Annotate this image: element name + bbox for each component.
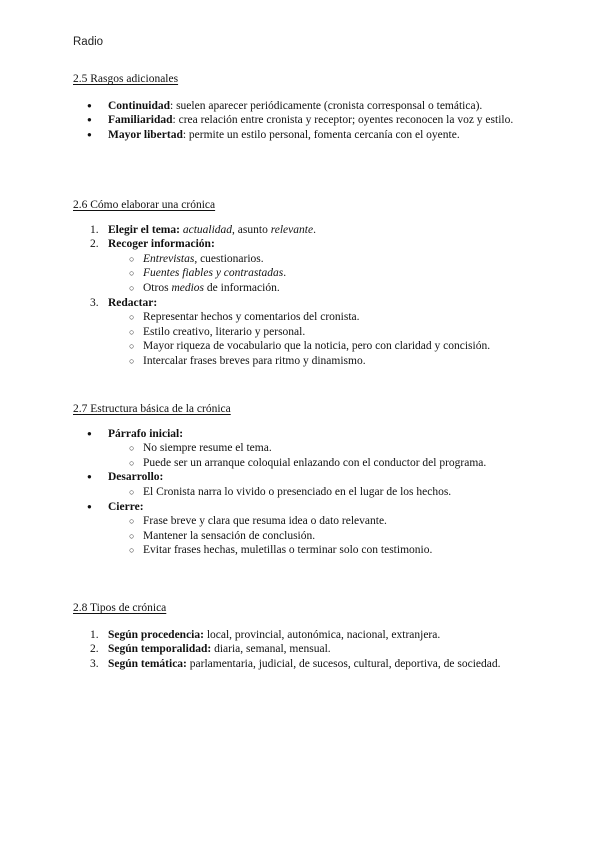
sub-list bbox=[108, 252, 533, 296]
item-text: diaria, semanal, mensual. bbox=[211, 643, 331, 656]
sub-item: ○ Puede ser un arranque coloquial enlazando con el conductor del programa. bbox=[73, 456, 533, 471]
sub-item bbox=[73, 281, 533, 296]
item-text: Otros bbox=[143, 281, 172, 294]
sub-item: ○ Representar hechos y comentarios del cronista. bbox=[73, 310, 533, 325]
section-heading: 2.6 Cómo elaborar una crónica bbox=[73, 199, 216, 211]
sub-item bbox=[73, 252, 533, 267]
list-item bbox=[73, 223, 533, 238]
item-text: , asunto bbox=[232, 223, 271, 236]
sub-item: ○ Intercalar frases breves para ritmo y dinamismo. bbox=[73, 354, 533, 369]
sub-item: ○ Evitar frases hechas, muletillas o terminar solo con testimonio. bbox=[73, 543, 533, 558]
list-item bbox=[73, 237, 533, 295]
section-como-elaborar bbox=[73, 198, 533, 369]
item-number: 3. bbox=[90, 657, 99, 670]
item-term: Familiaridad bbox=[108, 114, 173, 127]
sub-item bbox=[73, 266, 533, 281]
list-item bbox=[73, 296, 533, 369]
section-rasgos-adicionales bbox=[73, 72, 533, 142]
item-term: Según procedencia: bbox=[108, 628, 204, 641]
list-item bbox=[73, 128, 533, 143]
item-term: Desarrollo: bbox=[108, 471, 164, 484]
item-text: : crea relación entre cronista y receptor; oyentes reconocen la voz y estilo. bbox=[172, 114, 514, 127]
list-item bbox=[73, 113, 533, 128]
item-term: Recoger información: bbox=[108, 238, 215, 251]
sub-item: ○ Mantener la sensación de conclusión. bbox=[73, 529, 533, 544]
item-text: medios bbox=[171, 281, 205, 294]
sub-list bbox=[108, 441, 533, 470]
item-text: local, provincial, autonómica, nacional, extranjera. bbox=[203, 628, 441, 641]
item-term: Párrafo inicial: bbox=[108, 427, 184, 440]
sub-item: ○ Mayor riqueza de vocabulario que la noticia, pero con claridad y concisión. bbox=[73, 339, 533, 354]
item-term: Continuidad bbox=[108, 99, 171, 112]
estructura-list bbox=[73, 427, 533, 558]
document-header: Radio bbox=[73, 36, 104, 48]
list-item bbox=[73, 642, 533, 657]
item-text: actualidad bbox=[182, 223, 233, 236]
item-text: . bbox=[283, 267, 287, 280]
item-text: , cuestionarios. bbox=[194, 252, 264, 265]
section-heading: 2.8 Tipos de crónica bbox=[73, 602, 167, 614]
item-term: Mayor libertad bbox=[108, 128, 183, 141]
sub-item: ○ No siempre resume el tema. bbox=[73, 441, 533, 456]
sub-item: ○ Frase breve y clara que resuma idea o dato relevante. bbox=[73, 514, 533, 529]
item-text: : suelen aparecer periódicamente (cronista corresponsal o temática). bbox=[170, 99, 483, 112]
item-text: relevante bbox=[270, 223, 314, 236]
list-item bbox=[73, 628, 533, 643]
list-item bbox=[73, 500, 533, 558]
list-item bbox=[73, 470, 533, 499]
tipos-list bbox=[73, 628, 533, 672]
item-text: de información. bbox=[204, 281, 280, 294]
sub-item: ○ El Cronista narra lo vivido o presenciado en el lugar de los hechos. bbox=[73, 485, 533, 500]
section-heading: 2.5 Rasgos adicionales bbox=[73, 73, 179, 85]
item-term: Según temática: bbox=[108, 657, 187, 670]
item-term: Redactar: bbox=[108, 296, 158, 309]
sub-list bbox=[108, 485, 533, 500]
steps-list bbox=[73, 223, 533, 369]
item-text: : permite un estilo personal, fomenta cercanía con el oyente. bbox=[182, 128, 460, 141]
item-number: 2. bbox=[90, 643, 99, 656]
rasgos-list bbox=[73, 99, 533, 143]
list-item bbox=[73, 427, 533, 471]
sub-list bbox=[108, 310, 533, 368]
sub-item: ○ Estilo creativo, literario y personal. bbox=[73, 325, 533, 340]
item-number: 1. bbox=[90, 223, 99, 236]
list-item bbox=[73, 657, 533, 672]
item-term: Según temporalidad: bbox=[108, 643, 212, 656]
item-term: Elegir el tema: bbox=[108, 223, 180, 236]
section-heading: 2.7 Estructura básica de la crónica bbox=[73, 403, 231, 415]
item-text: Entrevistas bbox=[143, 252, 195, 265]
item-text: Fuentes fiables y contrastadas bbox=[143, 267, 284, 280]
section-tipos-cronica bbox=[73, 601, 533, 671]
item-term: Cierre: bbox=[108, 500, 144, 513]
section-estructura-basica bbox=[73, 402, 533, 558]
item-text: parlamentaria, judicial, de sucesos, cultural, deportiva, de sociedad. bbox=[186, 657, 501, 670]
item-number: 1. bbox=[90, 628, 99, 641]
item-number: 2. bbox=[90, 238, 99, 251]
sub-list bbox=[108, 514, 533, 558]
list-item bbox=[73, 99, 533, 114]
item-number: 3. bbox=[90, 296, 99, 309]
item-text: . bbox=[313, 223, 316, 236]
